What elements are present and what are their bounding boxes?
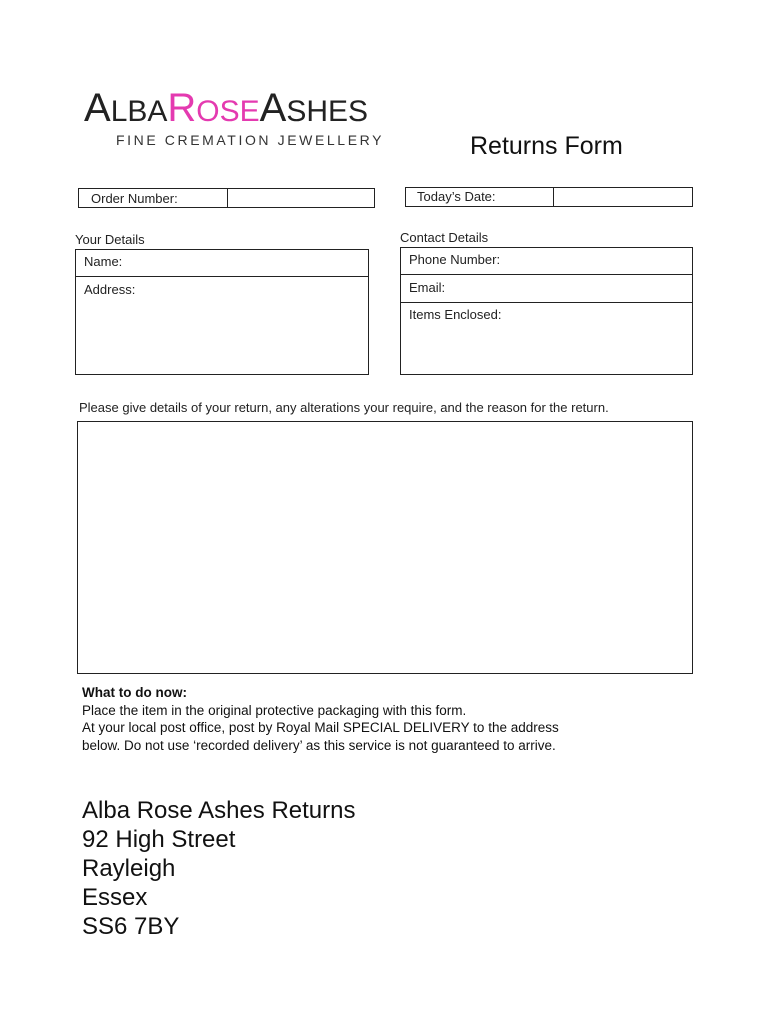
order-number-label: Order Number:: [91, 191, 178, 206]
instructions: [82, 684, 559, 754]
your-details-box: [75, 249, 369, 375]
address-field[interactable]: [76, 278, 368, 374]
logo-ashes-initial: A: [259, 86, 287, 130]
instructions-heading: What to do now:: [82, 685, 187, 700]
instructions-line: below. Do not use ‘recorded delivery’ as this service is not guaranteed to arrive.: [82, 737, 556, 753]
name-field[interactable]: [76, 250, 368, 276]
address-line: SS6 7BY: [82, 913, 180, 940]
logo-alba-rest: LBA: [110, 95, 168, 128]
name-label: Name:: [84, 254, 123, 269]
items-enclosed-label: Items Enclosed:: [409, 307, 502, 322]
instructions-line: At your local post office, post by Royal Mail SPECIAL DELIVERY to the address: [82, 720, 559, 735]
return-details-prompt: Please give details of your return, any alterations your require, and the reason for the return.: [79, 400, 609, 415]
email-label: Email:: [409, 280, 446, 295]
brand-logo: [84, 86, 368, 134]
address-line: 92 High Street: [82, 826, 236, 853]
address-line: Essex: [82, 884, 148, 911]
logo-ashes-rest: SHES: [286, 95, 369, 128]
address-line: Alba Rose Ashes Returns: [82, 797, 356, 824]
logo-rose-rest: OSE: [196, 95, 260, 128]
address-line: Rayleigh: [82, 855, 176, 882]
logo-tagline: FINE CREMATION JEWELLERY: [116, 132, 385, 148]
form-title: Returns Form: [470, 132, 623, 160]
email-field[interactable]: [401, 276, 692, 302]
phone-field[interactable]: [401, 248, 692, 274]
phone-label: Phone Number:: [409, 252, 501, 267]
address-label: Address:: [84, 282, 136, 297]
instructions-line: Place the item in the original protective packaging with this form.: [82, 702, 467, 718]
items-enclosed-field[interactable]: [401, 303, 692, 374]
todays-date-label: Today’s Date:: [417, 189, 496, 204]
todays-date-box: [405, 187, 693, 207]
todays-date-field[interactable]: [555, 188, 692, 206]
return-address: [82, 796, 355, 941]
order-number-box: [78, 188, 375, 208]
logo-alba-initial: A: [84, 86, 111, 130]
contact-details-heading: Contact Details: [400, 230, 489, 245]
order-number-field[interactable]: [229, 189, 374, 207]
your-details-heading: Your Details: [75, 232, 145, 247]
return-details-field[interactable]: [77, 421, 693, 674]
contact-details-box: [400, 247, 693, 375]
logo-rose-initial: R: [167, 86, 197, 130]
